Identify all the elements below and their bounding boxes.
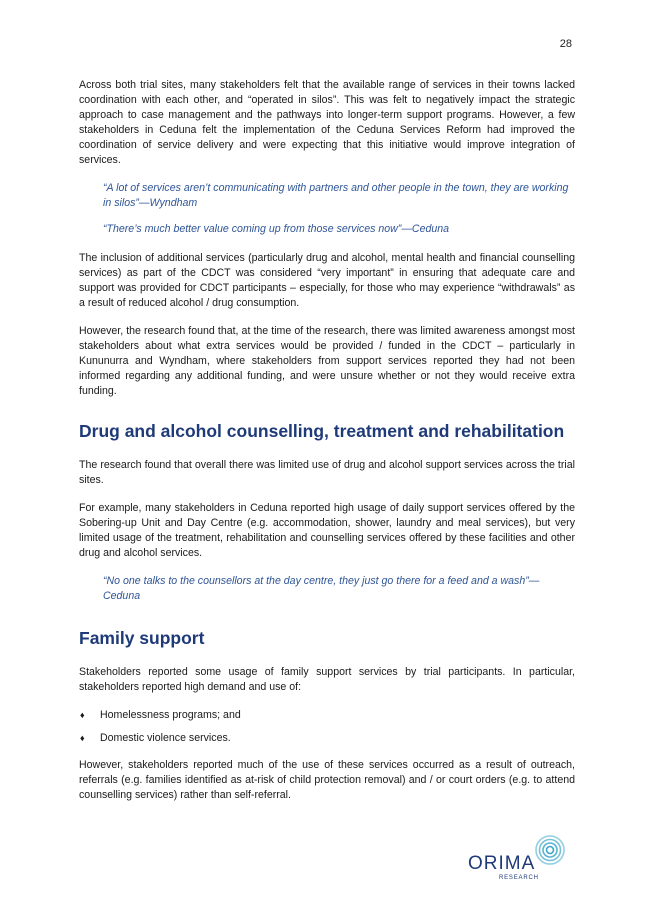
body-paragraph: However, the research found that, at the time of the research, there was limited awareness amongst most stakeholders about what extra services would be provided / funded in the CDCT – particularly in Kununurra and Wyndham, where stakeholders from support services reported they had not been informed regarding any additional funding, and were unsure whether or not they would receive extra funding. (79, 325, 575, 397)
body-paragraph: The inclusion of additional services (particularly drug and alcohol, mental health and financial counselling services) as part of the CDCT was considered “very important” in ensuring that adequate care and support was provided for CDCT participants – especially, for those who may experience “withdrawals” as a result of reduced alcohol / drug consumption. (79, 252, 575, 309)
section-heading-drug-alcohol: Drug and alcohol counselling, treatment and rehabilitation (79, 421, 565, 441)
diamond-bullet-icon: ♦ (80, 710, 85, 720)
body-paragraph: Stakeholders reported some usage of family support services by trial participants. In particular, stakeholders reported high demand and use of: (79, 666, 575, 693)
list-item (79, 731, 575, 746)
orima-research-logo (466, 833, 570, 883)
page-content (79, 78, 575, 816)
bullet-list (79, 708, 575, 746)
body-paragraph: For example, many stakeholders in Ceduna reported high usage of daily support services offered by the Sobering-up Unit and Day Centre (e.g. accommodation, shower, laundry and meal services), but very limited usage of the treatment, rehabilitation and counselling services offered by these facilities and other drug and alcohol services. (79, 502, 575, 559)
diamond-bullet-icon: ♦ (80, 733, 85, 743)
quote: “A lot of services aren’t communicating with partners and other people in the town, they are working in silos”—Wyndham (103, 182, 569, 209)
orima-logo-graphic (466, 833, 570, 883)
quote: “There’s much better value coming up from those services now”—Ceduna (103, 223, 450, 235)
logo-name: ORIMA (468, 853, 536, 874)
list-item-text: Homelessness programs; and (100, 709, 241, 721)
section-heading-family-support: Family support (79, 628, 205, 648)
concentric-circles-icon (536, 836, 564, 864)
logo-sub: RESEARCH (499, 875, 539, 881)
list-item (79, 708, 575, 723)
page-number: 28 (559, 38, 572, 50)
body-paragraph: Across both trial sites, many stakeholders felt that the available range of services in their towns lacked coordination with each other, and “operated in silos”. This was felt to negatively impact the strategic approach to case management and the pathways into longer-term support programs. However, a few stakeholders in Ceduna felt the implementation of the Ceduna Services Reform had improved the coordination of service delivery and were expecting that this initiative would improve integration of services. (79, 79, 575, 166)
body-paragraph: The research found that overall there was limited use of drug and alcohol support services across the trial sites. (79, 459, 575, 486)
quote: “No one talks to the counsellors at the day centre, they just go there for a feed and a wash”—Ceduna (103, 575, 540, 602)
body-paragraph: However, stakeholders reported much of the use of these services occurred as a result of outreach, referrals (e.g. families identified as at-risk of child protection removal) and / or court orders (e.g. to attend counselling services) rather than self-referral. (79, 759, 575, 801)
list-item-text: Domestic violence services. (100, 732, 231, 744)
